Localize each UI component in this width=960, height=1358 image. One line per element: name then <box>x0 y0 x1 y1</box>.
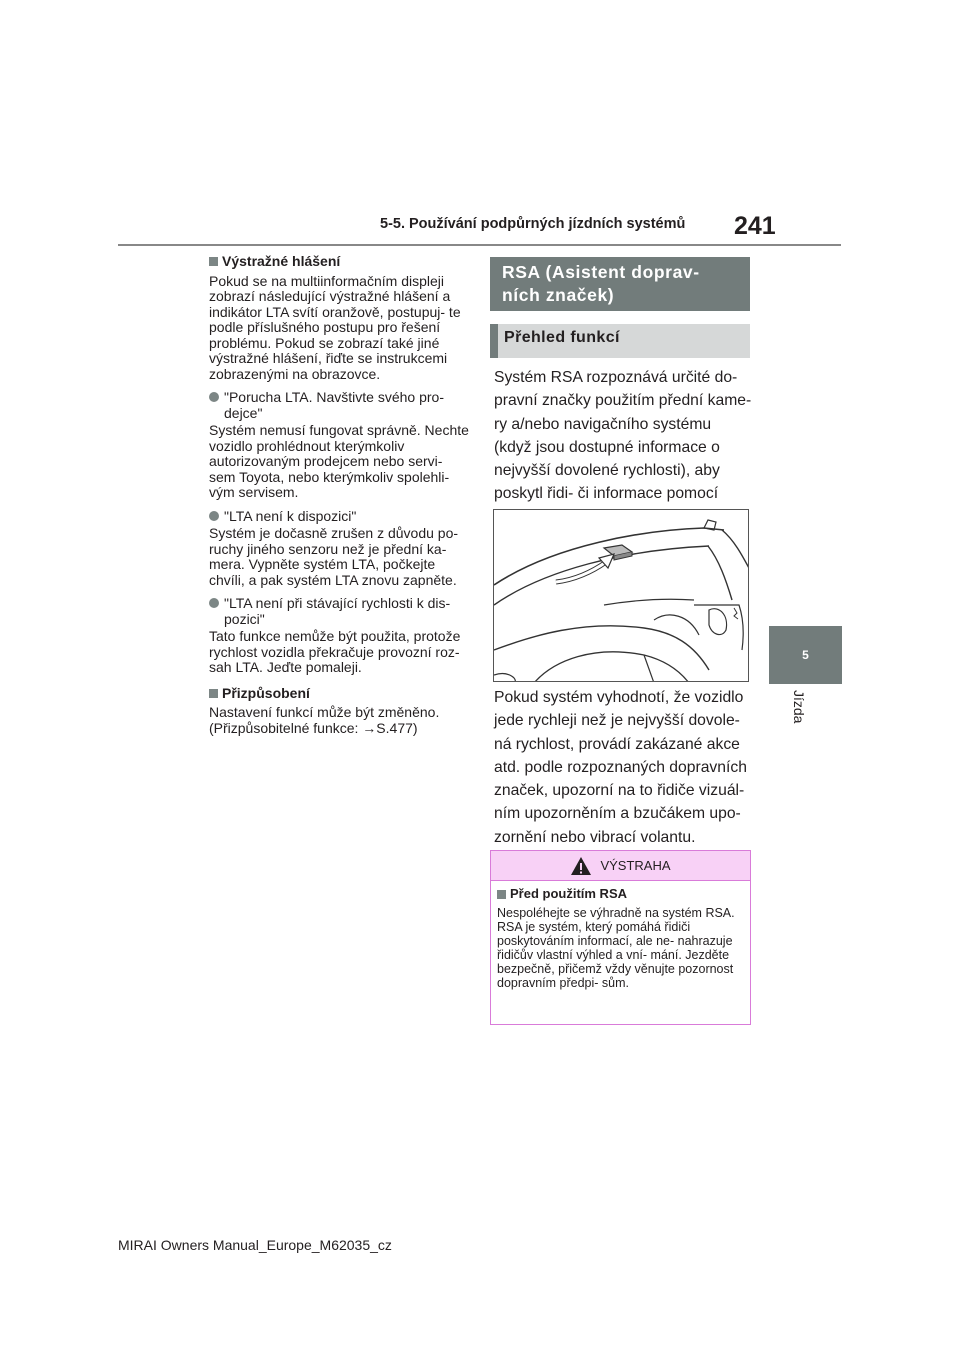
warning-text: Nespoléhejte se výhradně na systém RSA. RSA je systém, který pomáhá řidiči poskytováním informací, ale ne- nahrazuje řidičův vlastní výhled a vní- mání. Jezděte bezpečně, přičemž vždy věnujte pozornost dopravním předpi- sům. <box>497 906 735 990</box>
bullet-text: Systém je dočasně zrušen z důvodu po- ruchy jiného senzoru než je přední ka- mera. Vypněte systém LTA, počkejte chvíli, a pak systém LTA znovu zapněte. <box>209 525 459 588</box>
bullet-text: Tato funkce nemůže být použita, protože rychlost vozidla překračuje provozní roz- sah LTA. Jeďte pomaleji. <box>209 628 461 675</box>
warning-body <box>491 881 750 994</box>
bullet-item <box>209 390 471 421</box>
warning-subheading <box>497 887 744 901</box>
warning-triangle-icon <box>570 856 592 876</box>
round-bullet-icon <box>209 598 219 608</box>
warning-subheading-text: Před použitím RSA <box>510 886 628 901</box>
square-bullet-icon <box>209 257 218 266</box>
paragraph: Nastavení funkcí může být změněno. (Přizpůsobitelné funkce: →S.477) <box>209 704 440 736</box>
paragraph: Pokud se na multiinformačním displeji zobrazí následující výstražné hlášení a indikátor LTA svítí oranžově, postupuj- te podle příslušného postupu pro řešení problému. Pokud se zobrazí také jiné výstražné hlášení, řiďte se instrukcemi zobrazenými na obrazovce. <box>209 272 461 382</box>
left-column <box>209 254 471 741</box>
bullet-text: Systém nemusí fungovat správně. Nechte vozidlo prohlédnout kterýmkoliv autorizovaným prodejcem nebo servi- sem Toyota, nebo kterýmkoliv spolehli- vým servisem. <box>209 422 469 500</box>
chapter-tab <box>769 626 842 684</box>
section-title-box: RSA (Asistent doprav- ních značek) <box>490 257 750 311</box>
intro-paragraph: Systém RSA rozpoznává určité do- pravní značky použitím přední kame- ry a/nebo navigačního systému (když jsou dostupné informace o nejvyšší dovolené rychlosti), aby poskytl řidi- či informace pomocí <box>494 369 752 503</box>
subheading-text: Výstražné hlášení <box>222 253 341 269</box>
bullet-label: "Porucha LTA. Navštivte svého pro- dejce" <box>224 389 444 421</box>
round-bullet-icon <box>209 392 219 402</box>
page-number: 241 <box>734 212 776 240</box>
warning-header <box>491 851 750 881</box>
subsection-title-box: Přehled funkcí <box>490 324 750 358</box>
square-bullet-icon <box>209 689 218 698</box>
subheading-warning-messages <box>209 254 471 270</box>
warning-title: VÝSTRAHA <box>600 858 671 873</box>
bullet-label: "LTA není při stávající rychlosti k dis- pozici" <box>224 595 451 627</box>
bullet-item <box>209 596 471 627</box>
bullet-item <box>209 509 471 525</box>
header-divider <box>118 244 841 246</box>
square-bullet-icon <box>497 890 506 899</box>
bullet-label: "LTA není k dispozici" <box>224 507 357 524</box>
subheading-customization <box>209 686 471 702</box>
chapter-number: 5 <box>802 648 809 662</box>
round-bullet-icon <box>209 511 219 521</box>
section-heading: 5-5. Používání podpůrných jízdních systémů <box>380 216 686 232</box>
chapter-label: Jízda <box>791 690 807 724</box>
windshield-camera-illustration <box>493 509 749 682</box>
warning-box <box>490 850 751 1025</box>
car-front-illustration <box>494 510 749 682</box>
subheading-text: Přizpůsobení <box>222 684 310 701</box>
footer-manual-id: MIRAI Owners Manual_Europe_M62035_cz <box>118 1237 392 1253</box>
detail-paragraph: Pokud systém vyhodnotí, že vozidlo jede rychleji než je nejvyšší dovole- ná rychlost, provádí zakázané akce atd. podle rozpoznaných dopravních značek, upozorní na to řidiče vizuál- ním upozorněním a bzučákem upo- zornění nebo vibrací volantu. <box>494 689 747 846</box>
